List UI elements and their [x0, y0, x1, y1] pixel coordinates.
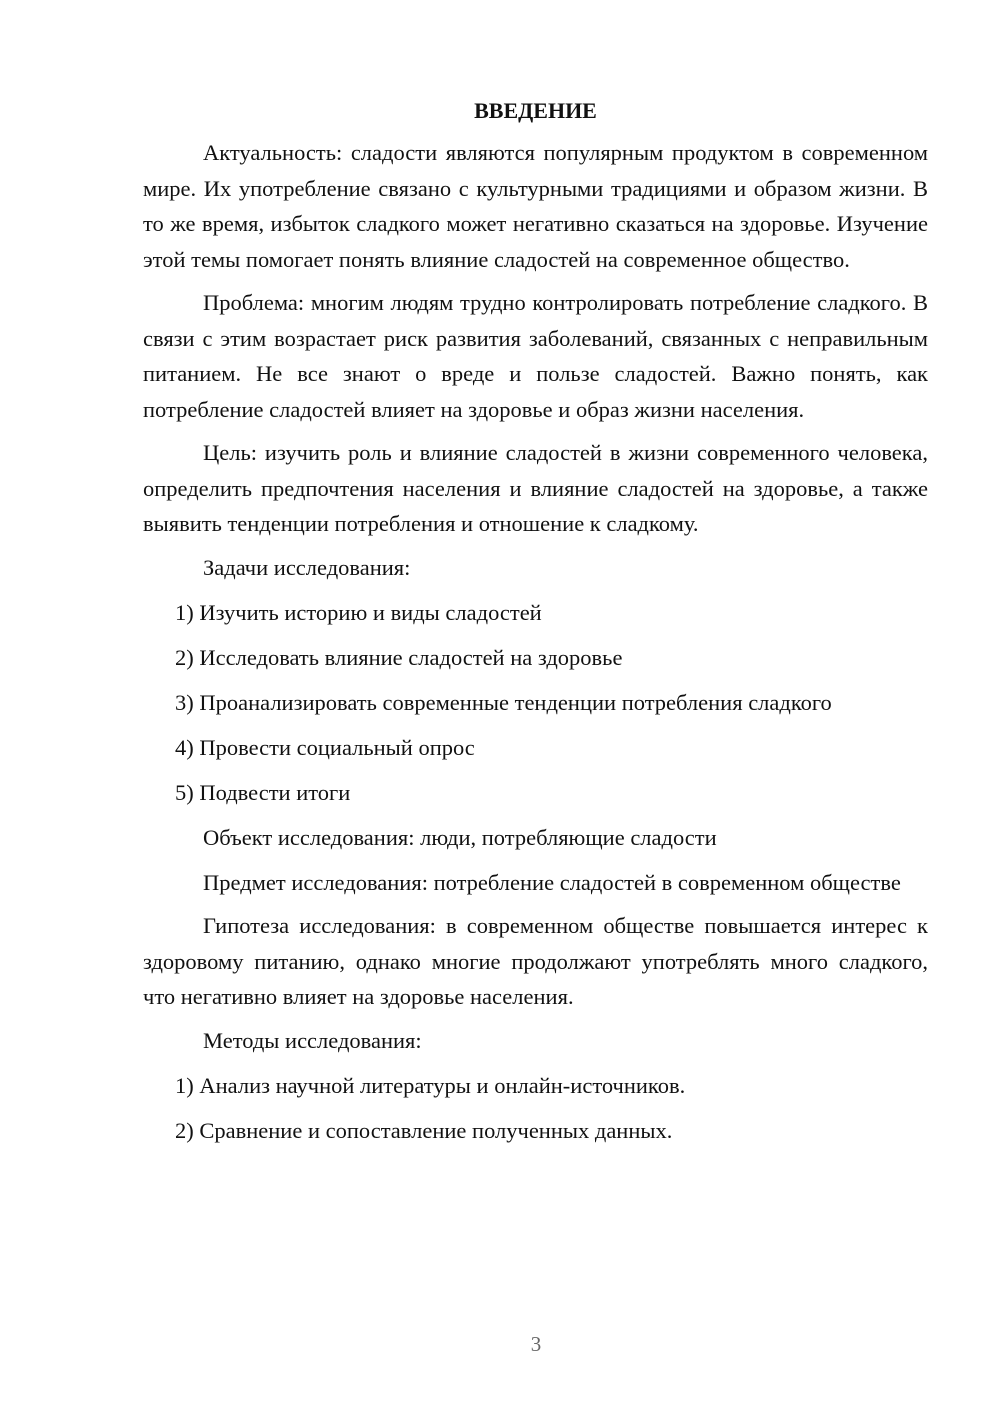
- section-title: ВВЕДЕНИЕ: [474, 98, 597, 123]
- problem-paragraph: Проблема: многим людям трудно контролировать потребление сладкого. В связи с этим возрастает риск развития заболеваний, связанных с неправильным питанием. Не все знают о вреде и пользе сладостей. Важно понять, как потребление сладостей влияет на здоровье и образ жизни населения.: [143, 290, 928, 422]
- list-item: 2) Сравнение и сопоставление полученных данных.: [175, 1117, 673, 1143]
- tasks-list: [143, 595, 928, 811]
- list-item: 1) Изучить историю и виды сладостей: [175, 599, 542, 625]
- list-item: 5) Подвести итоги: [175, 779, 351, 805]
- list-item: 4) Провести социальный опрос: [175, 734, 475, 760]
- list-item: 1) Анализ научной литературы и онлайн-источников.: [175, 1072, 686, 1098]
- relevance-paragraph: Актуальность: сладости являются популярным продуктом в современном мире. Их употребление связано с культурными традициями и образом жизни. В то же время, избыток сладкого может негативно сказаться на здоровье. Изучение этой темы помогает понять влияние сладостей на современное общество.: [143, 140, 928, 272]
- subject-paragraph: Предмет исследования: потребление сладостей в современном обществе: [203, 869, 901, 895]
- methods-heading: Методы исследования:: [203, 1027, 422, 1053]
- object-line: Объект исследования: люди, потребляющие сладости: [203, 824, 717, 850]
- methods-list: [143, 1068, 928, 1149]
- document-page: [143, 96, 928, 1158]
- page-number: 3: [530, 1332, 542, 1356]
- hypothesis-paragraph: Гипотеза исследования: в современном обществе повышается интерес к здоровому питанию, однако многие продолжают употреблять много сладкого, что негативно влияет на здоровье населения.: [143, 913, 928, 1009]
- goal-paragraph: Цель: изучить роль и влияние сладостей в жизни современного человека, определить предпочтения населения и влияние сладостей на здоровье, а также выявить тенденции потребления и отношение к сладкому.: [143, 440, 928, 536]
- tasks-heading: Задачи исследования:: [203, 554, 411, 580]
- list-item: 3) Проанализировать современные тенденции потребления сладкого: [175, 689, 832, 715]
- list-item: 2) Исследовать влияние сладостей на здоровье: [175, 644, 623, 670]
